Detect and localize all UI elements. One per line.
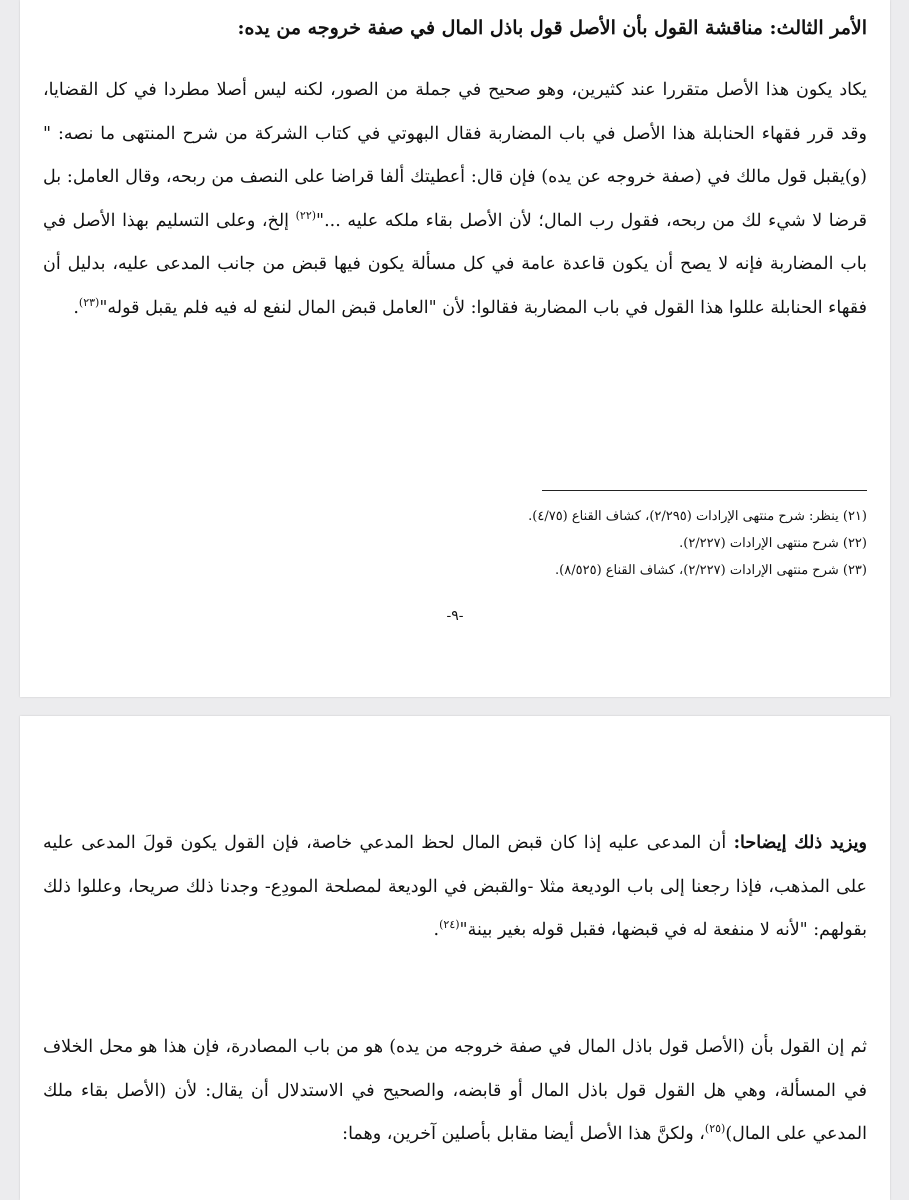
footnote-22: (٢٢) شرح منتهى الإرادات (٢/٢٢٧). — [679, 536, 867, 551]
paragraph-text: ثم إن القول بأن (الأصل قول باذل المال في صفة خروجه من يده) هو من باب المصادرة، فإن هذا هو محل الخلاف في المسألة، وهي هل القول قول باذل المال أو قابضه، والصحيح في الاستدلال أن يقال: لأن (الأصل بقاء ملك المدعي على المال) — [43, 1037, 867, 1144]
paragraph-text: أن المدعى عليه إذا كان قبض المال لحظ المدعي خاصة، فإن القول يكون قولَ المدعى عليه على المذهب، فإذا رجعنا إلى باب الوديعة مثلا -والقبض في الوديعة لمصلحة المودِع- وجدنا ذلك صريحا، وعللوا ذلك بقولهم: "لأنه لا منفعة له في قبضها، فقبل قوله بغير بينة" — [43, 833, 867, 940]
paragraph-argument — [43, 1026, 867, 1157]
footnote-ref-23[interactable]: (٢٣) — [78, 295, 100, 309]
footnote-divider — [542, 490, 867, 491]
body-text-part1: يكاد يكون هذا الأصل متقررا عند كثيرين، وهو صحيح في جملة من الصور، لكنه ليس أصلا مطردا في كل القضايا، وقد قرر فقهاء الحنابلة هذا الأصل في باب المضاربة فقال البهوتي في كتاب الشركة من شرح المنتهى ما نصه: "(و)يقبل قول مالك في (صفة خروجه عن يده) فإن قال: أعطيتك ألفا قراضا على النصف من ربحه، وقال العامل: بل قرضا لا شيء لك من ربحه، فقول رب المال؛ لأن الأصل بقاء ملكه عليه ..." — [43, 80, 867, 231]
footnote-21: (٢١) ينظر: شرح منتهى الإرادات (٢/٢٩٥)، كشاف القناع (٤/٧٥). — [528, 509, 867, 524]
document-page-1 — [20, 0, 890, 697]
body-text-end: . — [73, 297, 79, 318]
footnote-ref-22[interactable]: (٢٢) — [295, 208, 317, 222]
body-text-part2: إلخ، وعلى التسليم بهذا الأصل في باب المضاربة فإنه لا يصح أن يكون قاعدة عامة في كل مسألة يكون فيها قبض من جانب المدعى عليه، بدليل أن فقهاء الحنابلة عللوا هذا القول في باب المضاربة فقالوا: لأن "العامل قبض المال لنفع له فيه فلم يقبل قوله" — [43, 210, 867, 318]
paragraph-end: ، ولكنَّ هذا الأصل أيضا مقابل بأصلين آخرين، وهما: — [342, 1124, 705, 1144]
document-page-2 — [20, 716, 890, 1200]
footnote-ref-24[interactable]: (٢٤) — [439, 918, 460, 932]
footnote-23: (٢٣) شرح منتهى الإرادات (٢/٢٢٧)، كشاف القناع (٨/٥٢٥). — [555, 563, 867, 578]
page-number: -٩- — [446, 608, 464, 624]
footnote-ref-25[interactable]: (٢٥) — [704, 1122, 726, 1136]
paragraph-clarification — [43, 822, 867, 953]
body-paragraph — [43, 69, 867, 330]
footnotes — [43, 503, 867, 584]
section-heading: الأمر الثالث: مناقشة القول بأن الأصل قول باذل المال في صفة خروجه من يده: — [237, 17, 867, 39]
paragraph-lead: ويزيد ذلك إيضاحا: — [733, 833, 867, 853]
paragraph-end: . — [433, 920, 440, 940]
